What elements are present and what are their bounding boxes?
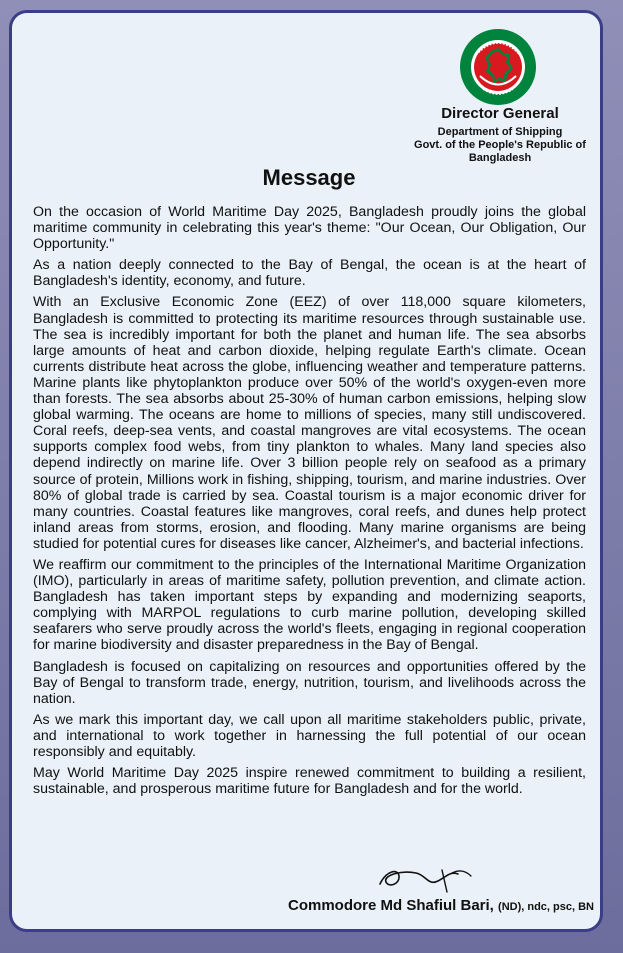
message-paragraph: May World Maritime Day 2025 inspire renewed commitment to building a resilient, sustainable, and prosperous maritime future for Bangladesh and for the world.: [33, 765, 586, 798]
message-body: [33, 204, 586, 802]
message-paragraph: With an Exclusive Economic Zone (EEZ) of over 118,000 square kilometers, Bangladesh is committed to protecting its maritime resources through sustainable use. The sea is incredibly important for both the planet and human life. The sea absorbs large amounts of heat and carbon dioxide, helping regulate Earth's climate. Ocean currents distribute heat across the globe, influencing weather and temperature patterns. Marine plants like phytoplankton produce over 50% of the world's oxygen-even more than forests. The sea absorbs about 25-30% of human carbon emissions, helping slow global warming. The oceans are home to millions of species, many still undiscovered. Coral reefs, deep-sea vents, and coastal mangroves are vital ecosystems. The ocean supports complex food webs, from tiny plankton to whales. Many land species also depend indirectly on marine life. Over 3 billion people rely on seafood as a primary source of protein, Millions work in fishing, shipping, tourism, and marine industries. Over 80% of global trade is carried by sea. Coastal tourism is a major economic driver for many countries. Coastal features like mangroves, coral reefs, and dunes help protect inland areas from storms, erosion, and flooding. Many marine organisms are being studied for potential cures for diseases like cancer, Alzheimer's, and bacterial infections.: [33, 294, 586, 552]
office-title: Director General: [441, 105, 559, 122]
signatory-credentials: (ND), ndc, psc, BN: [498, 901, 594, 913]
handwritten-signature-icon: [368, 857, 478, 899]
bangladesh-government-seal-icon: [458, 27, 538, 107]
message-paragraph: Bangladesh is focused on capitalizing on resources and opportunities offered by the Bay of Bengal to transform trade, energy, nutrition, tourism, and livelihoods across the nation.: [33, 658, 586, 707]
message-heading: Message: [262, 165, 356, 190]
message-paragraph: We reaffirm our commitment to the principles of the International Maritime Organization (IMO), particularly in areas of maritime safety, pollution prevention, and climate action. Bangladesh has taken important steps by expanding and modernizing seaports, complying with MARPOL regulations to curb marine pollution, developing skilled seafarers who serve proudly across the world's fleets, engaging in regional cooperation for marine biodiversity and disaster preparedness in the Bay of Bengal.: [33, 556, 586, 654]
message-card: [9, 10, 603, 932]
office-header: [405, 105, 595, 164]
department-name: Department of Shipping: [437, 126, 563, 139]
government-name: Govt. of the People's Republic of Bangladesh: [414, 138, 586, 164]
signatory-name: [288, 897, 594, 914]
message-paragraph: As a nation deeply connected to the Bay of Bengal, the ocean is at the heart of Bangladesh's identity, economy, and future.: [33, 257, 586, 290]
message-paragraph: As we mark this important day, we call upon all maritime stakeholders public, private, and international to work together in harnessing the full potential of our ocean responsibly and equitably.: [33, 711, 586, 760]
message-paragraph: On the occasion of World Maritime Day 2025, Bangladesh proudly joins the global maritime community in celebrating this year's theme: "Our Ocean, Our Obligation, Our Opportunity.": [33, 204, 586, 253]
signatory-full-name: Commodore Md Shafiul Bari,: [288, 897, 494, 914]
